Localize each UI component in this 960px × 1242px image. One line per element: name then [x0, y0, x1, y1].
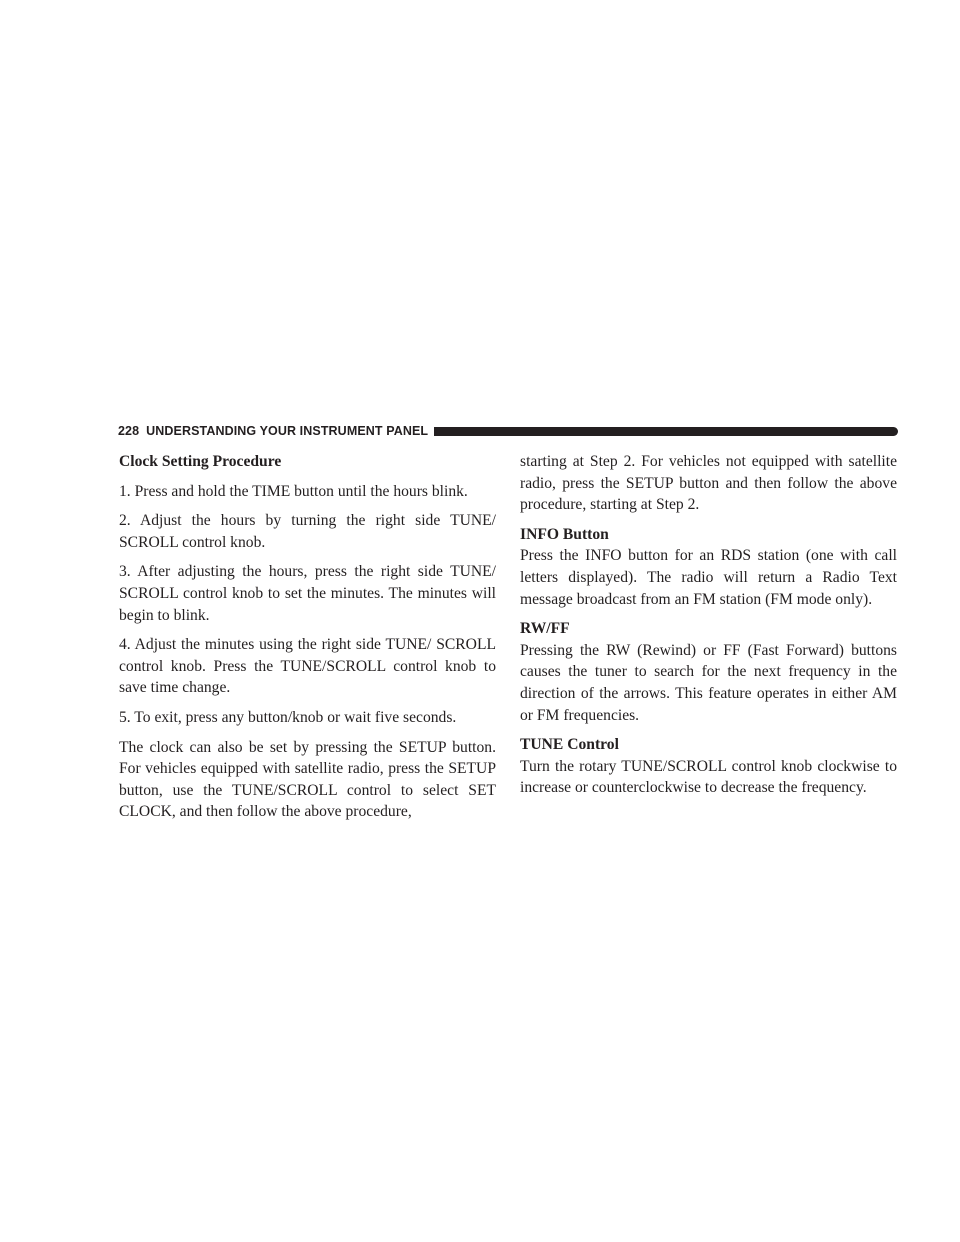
step-5: 5. To exit, press any button/knob or wait five seconds.	[119, 708, 457, 726]
step-1: 1. Press and hold the TIME button until the hours blink.	[119, 482, 468, 500]
header-rule	[434, 427, 898, 436]
rw-ff-heading: RW/FF	[520, 620, 570, 638]
tune-control-body: Turn the rotary TUNE/SCROLL control knob clockwise to increase or counterclockwise to decrease the frequency.	[520, 757, 897, 797]
clock-setting-heading: Clock Setting Procedure	[119, 453, 282, 470]
continuation-paragraph: starting at Step 2. For vehicles not equipped with satellite radio, press the SETUP button and then follow the above procedure, starting at Step 2.	[520, 453, 897, 514]
info-button-body: Press the INFO button for an RDS station (one with call letters displayed). The radio will return a Radio Text message broadcast from an FM station (FM mode only).	[520, 547, 897, 608]
setup-clock-paragraph: The clock can also be set by pressing the SETUP button. For vehicles equipped with satellite radio, press the SETUP button, use the TUNE/SCROLL control to select SET CLOCK, and then follow the above procedure,	[119, 738, 496, 821]
step-2: 2. Adjust the hours by turning the right side TUNE/ SCROLL control knob.	[119, 512, 496, 551]
tune-control-heading: TUNE Control	[520, 736, 619, 754]
section-title: UNDERSTANDING YOUR INSTRUMENT PANEL	[146, 424, 429, 438]
rw-ff-body: Pressing the RW (Rewind) or FF (Fast Forward) buttons causes the tuner to search for the next frequency in the direction of the arrows. This feature operates in either AM or FM frequencies.	[520, 641, 897, 724]
step-3: 3. After adjusting the hours, press the right side TUNE/ SCROLL control knob to set the minutes. The minutes will begin to blink.	[119, 563, 496, 624]
info-button-heading: INFO Button	[520, 525, 609, 543]
page-header	[118, 423, 898, 439]
page-number: 228	[118, 424, 140, 438]
right-column	[520, 451, 897, 807]
left-column	[119, 451, 496, 831]
step-4: 4. Adjust the minutes using the right side TUNE/ SCROLL control knob. Press the TUNE/SCROLL control knob to save time change.	[119, 636, 496, 697]
